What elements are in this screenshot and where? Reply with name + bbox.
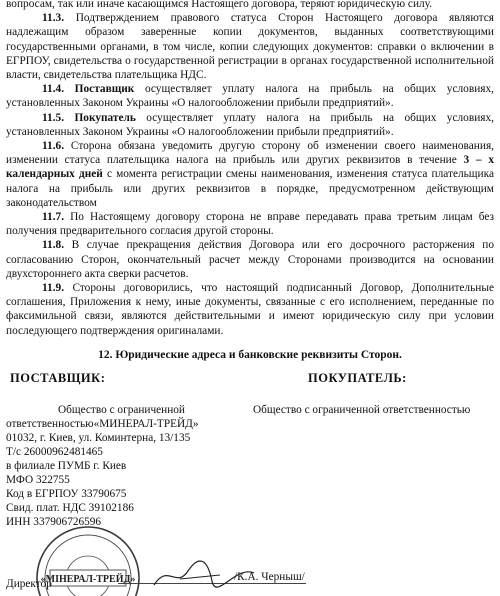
supplier-header: ПОСТАВЩИК: (10, 370, 106, 385)
clause-number: 11.9. (42, 282, 65, 295)
clause-text: По Настоящему договору сторона не вправе передавать права третьим лицам без получения предварительного согласия другой стороны. (6, 211, 494, 238)
clause-bold: Покупатель (64, 111, 136, 124)
director-name: /К.А. Черныш/ (234, 570, 305, 583)
clause-number: 11.3. (42, 12, 65, 25)
buyer-header: ПОКУПАТЕЛЬ: (308, 370, 407, 385)
supplier-org-line1: Общество с ограниченной (58, 403, 185, 416)
clause-bold: 3 – х календарных дней (6, 154, 494, 181)
supplier-detail-line: МФО 322755 (6, 474, 70, 487)
section-title: 12. Юридические адреса и банковские реквизиты Сторон. (98, 348, 402, 361)
clause-text: с момента регистрации смены наименования, изменения статуса плательщика налога на прибыль или других реквизитов в порядке, предусмотренном действующим законодательством (6, 168, 494, 209)
top-line: вопросам, так или иначе касающимся Настоящего договора, теряют юридическую силу. (6, 0, 433, 10)
clause-text: осуществляет уплату налога на прибыль на общих условиях, установленных Законом Украины «О налогообложении прибыли предприятий». (6, 83, 494, 110)
parties-block (0, 369, 500, 596)
director-label: Директор (6, 577, 52, 590)
supplier-details (6, 431, 190, 530)
buyer-org: Общество с ограниченной ответственностью (253, 403, 471, 416)
clause-text: Подтверждением правового статуса Сторон Настоящего договора являются надлежащим образом заверенные копии документов, выданных соответствующими государственными органами, в том числе, копии следующих документов: справки о включении в ЕГРПОУ, свидетельства о государственной регистрации в органах государственной исполнительной власти, свидетельства плательщика НДС. (6, 12, 494, 82)
supplier-detail-line: Код в ЕГРПОУ 33790675 (6, 488, 127, 501)
clause-number: 11.6. (42, 140, 65, 153)
clause-11-9 (0, 281, 500, 338)
clause-11-3 (0, 11, 500, 82)
clause-text: осуществляет уплату налога на прибыль на общих условиях, установленных Законом Украины «О налогообложении прибыли предприятий». (6, 111, 494, 138)
supplier-detail-line: 01032, г. Киев, ул. Коминтерна, 13/135 (6, 431, 191, 444)
clause-text: Стороны договорились, что настоящий подписанный Договор, Дополнительные соглашения, Приложения к нему, иные документы, связанные с его исполнением, переданные по факсимильной связи, являются действительными и имеют юридическую силу при условии последующего подтверждения оригиналами. (6, 282, 494, 337)
clause-11-5 (0, 111, 500, 139)
clause-11-7 (0, 210, 500, 238)
clause-number: 11.4. (42, 83, 65, 96)
supplier-org-line2: ответственностью«МИНЕРАЛ-ТРЕЙД» (6, 417, 199, 430)
supplier-detail-line: ИНН 337906726596 (6, 516, 102, 529)
supplier-detail-line: Свид. плат. НДС 39102186 (6, 502, 134, 515)
supplier-detail-line: в филиале ПУМБ г. Киев (6, 460, 127, 473)
clause-number: 11.5. (42, 111, 65, 124)
stamp-text: «МІНЕРАЛ-ТРЕЙД» (40, 573, 136, 585)
clause-bold: Поставщик (64, 83, 135, 96)
supplier-detail-line: Т/с 26000962481465 (6, 445, 103, 458)
clause-11-4 (0, 82, 500, 110)
clause-text: В случае прекращения действия Договора или его досрочного расторжения по согласованию Сторон, окончательный расчет между Сторонами производится на основании двухстороннего акта сверки расчетов. (6, 239, 494, 280)
clause-11-6 (0, 139, 500, 210)
clause-number: 11.7. (42, 211, 65, 224)
signature-scribble (150, 555, 260, 595)
clause-text: Сторона обязана уведомить другую сторону об изменении своего наименования, изменении статуса плательщика налога на прибыль или других реквизитов в течение (6, 140, 494, 167)
clause-number: 11.8. (42, 239, 65, 252)
clause-11-8 (0, 238, 500, 281)
